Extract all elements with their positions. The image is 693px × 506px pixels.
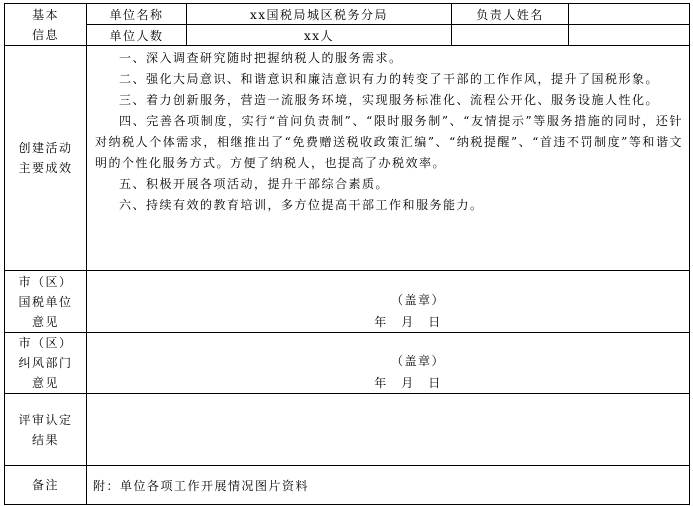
remarks-row	[5, 466, 690, 505]
city-tax-opinion-label-line-1: 市（区）	[18, 274, 73, 289]
achievements-label-line-1: 创建活动	[18, 141, 73, 155]
achievement-paragraph: 一、深入调查研究随时把握纳税人的服务需求。	[119, 51, 403, 65]
empty-cell-b[interactable]	[569, 25, 690, 46]
achievements-label-line-2: 主要成效	[18, 161, 73, 175]
discipline-opinion-content[interactable]	[87, 333, 690, 394]
city-tax-opinion-label-line-3: 意见	[31, 314, 59, 329]
achievements-row	[5, 46, 690, 271]
staff-count-label: 单位人数	[87, 25, 187, 46]
city-tax-opinion-label	[5, 271, 87, 333]
discipline-opinion-label-line-2: 纠风部门	[18, 356, 73, 370]
staff-count-value[interactable]: xx人	[187, 25, 452, 46]
city-tax-opinion-row	[5, 271, 690, 333]
unit-name-label: 单位名称	[87, 4, 187, 25]
remarks-label: 备注	[5, 466, 87, 505]
discipline-opinion-label-line-1: 市（区）	[18, 336, 73, 350]
empty-cell-a[interactable]	[452, 25, 569, 46]
unit-name-value[interactable]: xx国税局城区税务分局	[187, 4, 452, 25]
basic-info-label	[5, 4, 87, 46]
discipline-opinion-row	[5, 333, 690, 394]
review-content[interactable]	[87, 394, 690, 466]
city-tax-opinion-label-line-2: 国税单位	[18, 294, 73, 309]
achievement-paragraph: 五、积极开展各项活动，提升干部综合素质。	[119, 177, 390, 191]
achievements-label	[5, 46, 87, 271]
remarks-content[interactable]: 附：单位各项工作开展情况图片资料	[87, 466, 690, 505]
city-tax-date-text: 年 月 日	[374, 315, 442, 329]
achievement-paragraph: 二、强化大局意识、和谐意识和廉洁意识有力的转变了干部的工作作风，提升了国税形象。	[119, 72, 660, 86]
discipline-opinion-label	[5, 333, 87, 394]
achievement-paragraph: 三、着力创新服务，营造一流服务环境，实现服务标准化、流程公开化、服务设施人性化。	[119, 93, 660, 107]
discipline-opinion-label-line-3: 意见	[31, 376, 59, 390]
achievements-content[interactable]	[87, 46, 690, 271]
review-label	[5, 394, 87, 466]
basic-info-label-line-1: 基本	[31, 7, 59, 22]
discipline-date-text: 年 月 日	[374, 376, 442, 390]
basic-info-label-line-2: 信息	[31, 27, 59, 42]
basic-info-row-2	[5, 25, 690, 46]
evaluation-form-table	[4, 3, 690, 505]
achievement-paragraph: 四、完善各项制度，实行“首问负责制”、“限时服务制”、“友情提示”等服务措施的同时，还针对纳税人个体需求，相继推出了“免费赠送税收政策汇编”、“纳税提醒”、“首违不罚制度”等和谐文明的个性化服务方式。方便了纳税人，也提高了办税效率。	[95, 114, 683, 170]
review-row	[5, 394, 690, 466]
review-label-line-1: 评审认定	[18, 412, 73, 427]
manager-name-label: 负责人姓名	[452, 4, 569, 25]
achievement-paragraph: 六、持续有效的教育培训，多方位提高干部工作和服务能力。	[119, 198, 484, 212]
city-tax-stamp-text: （盖章）	[390, 293, 445, 307]
manager-name-value[interactable]	[569, 4, 690, 25]
discipline-stamp-text: （盖章）	[390, 354, 445, 368]
city-tax-opinion-content[interactable]	[87, 271, 690, 333]
basic-info-row-1	[5, 4, 690, 25]
review-label-line-2: 结果	[31, 432, 59, 447]
